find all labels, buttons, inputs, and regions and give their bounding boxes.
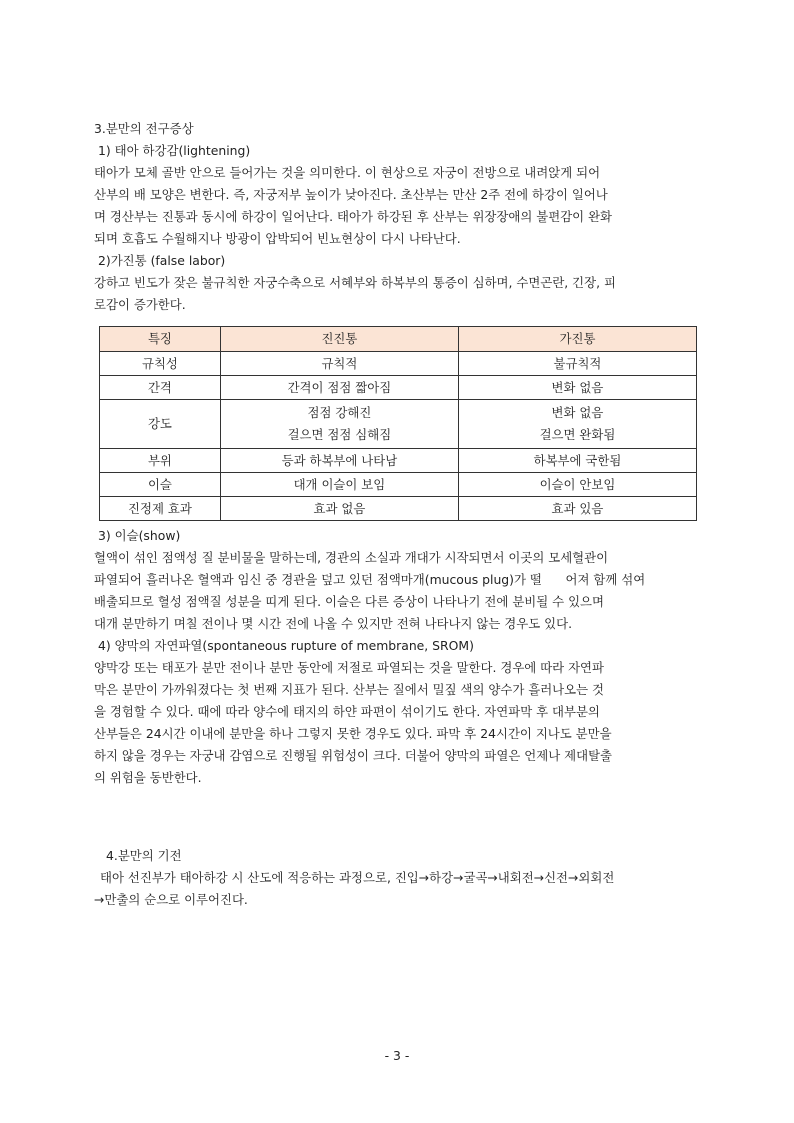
mechanism-paragraph bbox=[94, 867, 700, 911]
table-cell: 강도 bbox=[100, 400, 221, 449]
labor-comparison-table bbox=[99, 326, 697, 521]
page-number: - 3 - bbox=[384, 1048, 410, 1063]
false-labor-paragraph bbox=[94, 272, 700, 316]
table-row bbox=[100, 473, 697, 497]
paragraph-line: 을 경험할 수 있다. 때에 따라 양수에 태지의 하얀 파편이 섞이기도 한다. 자연파막 후 대부분의 bbox=[94, 704, 600, 719]
table-cell: 점점 강해진 걸으면 점점 심해짐 bbox=[220, 400, 458, 449]
table-cell: 진정제 효과 bbox=[100, 497, 221, 521]
table-header-row bbox=[100, 327, 697, 352]
subsection-lightening-title: 1) 태아 하강감(lightening) bbox=[98, 143, 251, 158]
table-cell: 효과 없음 bbox=[220, 497, 458, 521]
table-header-cell: 특징 bbox=[100, 327, 221, 352]
paragraph-line: 의 위험을 동반한다. bbox=[94, 770, 202, 785]
paragraph-line: →만출의 순으로 이루어진다. bbox=[94, 892, 248, 907]
table-cell: 간격 bbox=[100, 376, 221, 400]
table-cell: 이슬이 안보임 bbox=[458, 473, 696, 497]
table-header-cell: 가진통 bbox=[458, 327, 696, 352]
paragraph-line: 막은 분만이 가까워졌다는 첫 번째 지표가 된다. 산부는 질에서 밀짚 색의 양수가 흘러나오는 것 bbox=[94, 682, 604, 697]
section-spacer bbox=[94, 789, 700, 845]
table-cell: 부위 bbox=[100, 449, 221, 473]
table-header-cell: 진진통 bbox=[220, 327, 458, 352]
paragraph-line: 배출되므로 혈성 점액질 성분을 띠게 된다. 이슬은 다른 증상이 나타나기 전에 분비될 수 있으며 bbox=[94, 594, 604, 609]
table-cell: 간격이 점점 짧아짐 bbox=[220, 376, 458, 400]
table-cell: 규칙성 bbox=[100, 352, 221, 376]
table-row bbox=[100, 497, 697, 521]
subsection-srom-title: 4) 양막의 자연파열(spontaneous rupture of membrane, SROM) bbox=[98, 638, 474, 653]
document-page bbox=[94, 118, 700, 911]
paragraph-line: 대개 분만하기 며칠 전이나 몇 시간 전에 나올 수 있지만 전혀 나타나지 않는 경우도 있다. bbox=[94, 616, 573, 631]
paragraph-line: 하지 않을 경우는 자궁내 감염으로 진행될 위험성이 크다. 더불어 양막의 파열은 언제나 제대탈출 bbox=[94, 748, 613, 763]
show-paragraph bbox=[94, 547, 700, 635]
paragraph-line: 산부의 배 모양은 변한다. 즉, 자궁저부 높이가 낮아진다. 초산부는 만산 2주 전에 하강이 일어나 bbox=[94, 187, 608, 202]
section-3-title: 3.분만의 전구증상 bbox=[94, 121, 194, 136]
paragraph-line: 혈액이 섞인 점액성 질 분비물을 말하는데, 경관의 소실과 개대가 시작되면서 이곳의 모세혈관이 bbox=[94, 550, 609, 565]
table-cell: 이슬 bbox=[100, 473, 221, 497]
paragraph-line: 양막강 또는 태포가 분만 전이나 분만 동안에 저절로 파열되는 것을 말한다. 경우에 따라 자연파 bbox=[94, 660, 604, 675]
paragraph-line: 며 경산부는 진통과 동시에 하강이 일어난다. 태아가 하강된 후 산부는 위장장애의 불편감이 완화 bbox=[94, 209, 613, 224]
table-cell: 효과 있음 bbox=[458, 497, 696, 521]
paragraph-line: 되며 호흡도 수월해지나 방광이 압박되어 빈뇨현상이 다시 나타난다. bbox=[94, 231, 461, 246]
table-cell: 불규칙적 bbox=[458, 352, 696, 376]
table-cell: 대개 이슬이 보임 bbox=[220, 473, 458, 497]
table-cell: 변화 없음 걸으면 완화됨 bbox=[458, 400, 696, 449]
paragraph-line: 태아 선진부가 태아하강 시 산도에 적응하는 과정으로, 진입→하강→굴곡→내회전→신전→외회전 bbox=[100, 870, 615, 885]
paragraph-line: 태아가 모체 골반 안으로 들어가는 것을 의미한다. 이 현상으로 자궁이 전방으로 내려앉게 되어 bbox=[94, 165, 601, 180]
subsection-show-title: 3) 이슬(show) bbox=[98, 528, 181, 543]
paragraph-line: 강하고 빈도가 잦은 불규칙한 자궁수축으로 서혜부와 하복부의 통증이 심하며, 수면곤란, 긴장, 피 bbox=[94, 275, 616, 290]
lightening-paragraph bbox=[94, 162, 700, 250]
paragraph-line: 파열되어 흘러나온 혈액과 임신 중 경관을 덮고 있던 점액마개(mucous plug)가 떨 어져 함께 섞여 bbox=[94, 572, 646, 587]
table-row bbox=[100, 449, 697, 473]
section-4-title: 4.분만의 기전 bbox=[106, 848, 182, 863]
table-row bbox=[100, 352, 697, 376]
srom-paragraph bbox=[94, 657, 700, 789]
paragraph-line: 산부들은 24시간 이내에 분만을 하나 그렇지 못한 경우도 있다. 파막 후 24시간이 지나도 분만을 bbox=[94, 726, 612, 741]
table-cell: 규칙적 bbox=[220, 352, 458, 376]
table-cell: 등과 하복부에 나타남 bbox=[220, 449, 458, 473]
table-row bbox=[100, 400, 697, 449]
subsection-false-labor-title: 2)가진통 (false labor) bbox=[98, 253, 226, 268]
table-cell: 하복부에 국한됨 bbox=[458, 449, 696, 473]
paragraph-line: 로감이 증가한다. bbox=[94, 297, 186, 312]
table-cell: 변화 없음 bbox=[458, 376, 696, 400]
table-row bbox=[100, 376, 697, 400]
